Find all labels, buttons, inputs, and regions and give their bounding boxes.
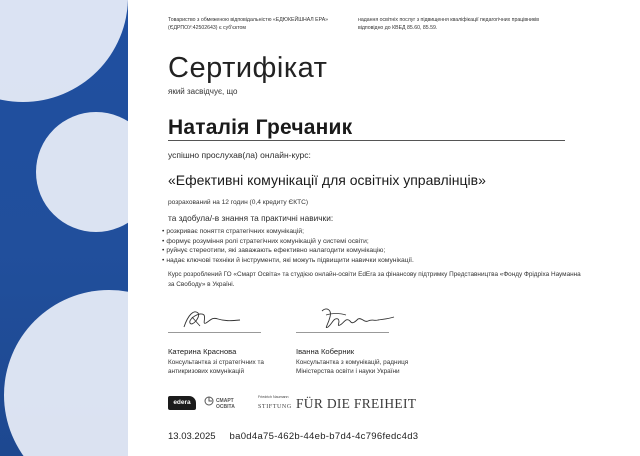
skill-item: • формує розуміння ролі стратегічних комунікацій у системі освіти;	[162, 237, 414, 247]
completion-statement: успішно прослухав(ла) онлайн-курс:	[168, 150, 311, 160]
signature-kobernyk	[318, 305, 398, 333]
skill-item: • розкриває поняття стратегічних комунікацій;	[162, 227, 414, 237]
signatory-name: Іванна Коберник	[296, 347, 355, 356]
decorative-circle	[36, 112, 128, 232]
smart-osvita-icon	[204, 396, 214, 406]
skill-item: • надає ключові техніки й інструменти, які можуть підвищити навички комунікації.	[162, 256, 414, 266]
signatory-title: Консультантка зі стратегічних та антикризових комунікацій	[168, 359, 264, 375]
certificate-title: Сертифікат	[168, 52, 328, 84]
legal-notice-right: надання освітніх послуг з підвищення кваліфікації педагогічних працівників відповідно до КВЕД 85.60, 85.59.	[358, 17, 540, 31]
skill-item: • руйнує стереотипи, які заважають ефективно налагодити комунікацію;	[162, 246, 414, 256]
course-title: «Ефективні комунікації для освітніх управлінців»	[168, 172, 486, 188]
certificate-meta	[168, 431, 418, 442]
signature-krasnova	[178, 305, 248, 331]
certificate-subtitle: який засвідчує, що	[168, 87, 238, 96]
edera-logo: edera	[168, 396, 196, 410]
signature-line	[168, 332, 261, 333]
decorative-circle	[0, 0, 128, 102]
signatory-name: Катерина Краснова	[168, 347, 237, 356]
skills-intro: та здобула/-в знання та практичні навички:	[168, 213, 334, 223]
issue-date: 13.03.2025	[168, 431, 216, 442]
signatory-title: Консультантка з комунікацій, радниця Міністерства освіти і науки України	[296, 359, 409, 375]
course-credits-note: Курс розроблений ГО «Смарт Освіта» та студією онлайн-освіти EdEra за фінансову підтримку Представництва «Фонду Фрідріха Науманна за Свободу» в Україні.	[168, 271, 581, 288]
recipient-name: Наталія Гречаник	[168, 116, 353, 139]
decorative-circle	[4, 290, 128, 456]
decorative-sidebar	[0, 0, 128, 456]
certificate-id: ba0d4a75-462b-44eb-b7d4-4c796fedc4d3	[229, 431, 419, 442]
signature-line	[296, 332, 389, 333]
skills-list	[162, 227, 414, 265]
legal-notice-left: Товариство з обмеженою відповідальністю «ЕДЮКЕЙШНАЛ ЕРА» (ЄДРПОУ:42502643) є суб'єктом	[168, 17, 329, 31]
certificate-body: Товариство з обмеженою відповідальністю «ЕДЮКЕЙШНАЛ ЕРА» (ЄДРПОУ:42502643) є суб'єктом надання освітніх послуг з підвищення кваліфікації педагогічних працівників відповідно до КВЕД 85.60, 85.59. Сертифікат який засвідчує, що Наталія Гречаник успішно прослухав(ла) онлайн-курс: «Ефективні комунікації для освітніх управлінців» розрахований на 12 годин (0,4 кредиту ЄКТС) та здобула/-в знання та практичні навички: • розкриває поняття стратегічних комунікацій; • формує розуміння ролі стратегічних комунікацій у системі освіти; • руйнує стереотипи, які заважають ефективно налагодити комунікацію; • надає ключові техніки й інструменти, які можуть підвищити навички комунікації. Курс розроблений ГО «Смарт Освіта» та студією онлайн-освіти EdEra за фінансову підтримку Представництва «Фонду Фрідріха Науманна за Свободу» в Україні. Катерина Краснова Консультантка зі стратегічних та антикризових комунікацій Іванна Коберник Консультантка з комунікацій, радниця Міністерства освіти і науки України edera СМАРТ ОСВІТА Friedrich Naumann STIFTUNG FÜR DIE FREIHEIT 13.03.2025 ba0d4a75-462b-44eb-b7d4-4c796fedc4d3	[168, 0, 608, 456]
smart-osvita-logo: СМАРТ ОСВІТА	[204, 394, 244, 414]
course-hours: розрахований на 12 годин (0,4 кредиту ЄКТС)	[168, 199, 309, 206]
name-underline	[168, 140, 565, 141]
